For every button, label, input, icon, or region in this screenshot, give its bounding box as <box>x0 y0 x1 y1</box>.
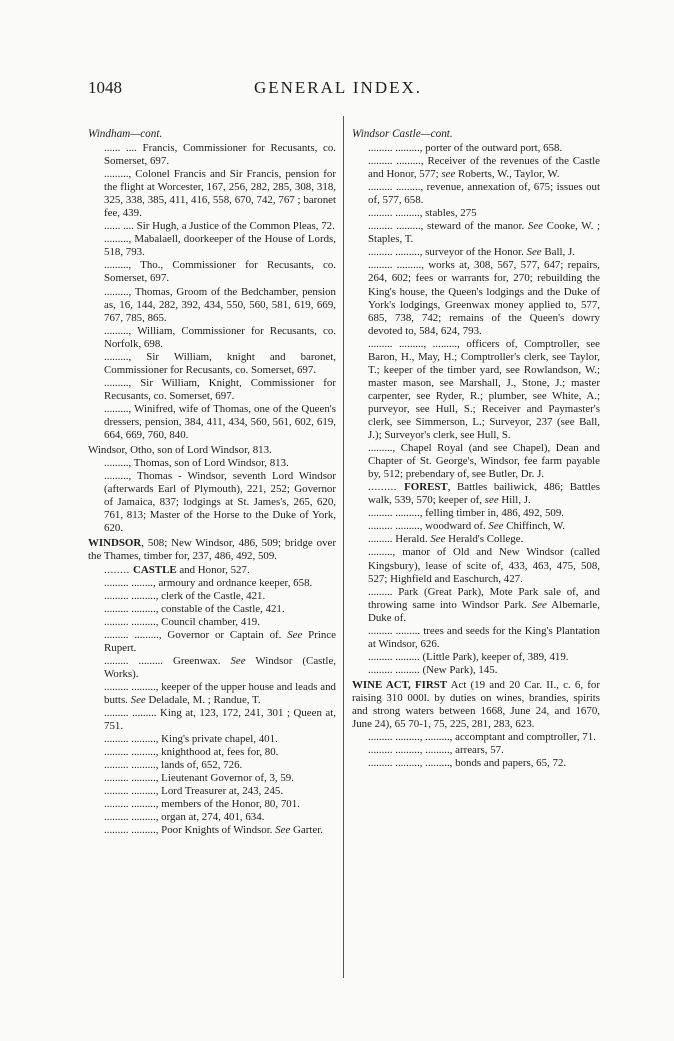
index-entry <box>352 731 600 744</box>
entry-i: See <box>130 693 146 706</box>
entry-i: See <box>230 654 246 667</box>
entry-t2: Chiffinch, W. <box>503 520 566 533</box>
entry-i: See <box>287 628 303 641</box>
entry-b: WINDSOR <box>88 537 142 550</box>
entry-pre: ......... <box>368 481 405 494</box>
entry-b: CASTLE <box>133 563 177 576</box>
entry-i: See <box>430 533 446 546</box>
index-entry <box>352 207 600 220</box>
entry-t: ......... ........., porter of the outward port, 658. <box>368 142 563 154</box>
entry-b: FOREST <box>404 481 448 494</box>
left-column-continuation-head: Windham—cont. <box>88 128 163 140</box>
index-entry <box>88 444 336 457</box>
left-entry-list <box>88 142 336 837</box>
index-entry <box>88 457 336 470</box>
entry-t: ......... ........., stables, 275 <box>368 207 477 220</box>
entry-i: See <box>526 246 542 259</box>
entry-t2: Garter. <box>290 824 323 837</box>
entry-t: ......... ......... (Little Park), keeper of, 389, 419. <box>368 650 569 663</box>
index-entry <box>352 533 600 546</box>
left-column <box>88 128 336 837</box>
entry-t: ........., Thomas - Windsor, seventh Lord Windsor (afterwards Earl of Plymouth), 221, 252; Governor of Jamaica, 837; lodgings at St. James's, 265, 620, 761, 813; Master of the Horse to the Duke of York, 620. <box>104 470 336 535</box>
index-entry <box>88 811 336 824</box>
entry-t: ......... ........., works at, 308, 567, 577, 647; repairs, 264, 602; fees or warrants for, 270; rebuilding the King's house, the Queen's lodgings and the Duke of York's lodgings, Greenwax money applied to, 577, 685, 738, 742; remains of the Queen's dowry devoted to, 584, 624, 793. <box>368 259 600 337</box>
index-entry <box>352 757 600 770</box>
entry-t: ......... ........., Receiver of the revenues of the Castle and Honor, 577; <box>368 155 600 181</box>
entry-t: ......... ........., felling timber in, 486, 492, 509. <box>368 507 565 520</box>
index-entry <box>352 481 600 507</box>
right-entry-list <box>352 142 600 770</box>
entry-t: ......... ........, armoury and ordnance keeper, 658. <box>104 576 313 589</box>
entry-i: see <box>441 168 456 181</box>
index-entry <box>88 681 336 707</box>
index-entry <box>88 590 336 603</box>
entry-t: ......... Herald. <box>368 533 431 546</box>
entry-t: ......... ........., ........., accomptant and comptroller, 71. <box>368 731 596 744</box>
index-entry <box>88 233 336 259</box>
entry-t: ......... ......... Greenwax. <box>104 654 231 667</box>
entry-i: See <box>275 824 291 837</box>
index-entry <box>352 442 600 481</box>
entry-i: See <box>488 520 504 533</box>
entry-t: ......... ........., clerk of the Castle, 421. <box>104 589 266 602</box>
index-entry <box>352 586 600 625</box>
entry-t: ......... ........., woodward of. <box>368 520 489 533</box>
entry-t: ......... ........., ........., arrears, 57. <box>368 744 504 757</box>
page-title: GENERAL INDEX. <box>253 78 423 97</box>
entry-t: ........., Winifred, wife of Thomas, one of the Queen's dressers, pension, 384, 411, 434, 560, 561, 602, 619, 664, 669, 760, 840. <box>104 402 336 442</box>
entry-t2: Prince Rupert. <box>104 628 337 654</box>
entry-t: ........., Chapel Royal (and see Chapel), Dean and Chapter of St. George's, Windsor, fee farm payable by, 512; prebendary of, see Butler, Dr. J. <box>368 442 600 481</box>
index-entry <box>88 470 336 535</box>
index-entry <box>88 772 336 785</box>
index-entry <box>352 181 600 207</box>
entry-i: See <box>531 598 547 611</box>
entry-t2: Albemarle, Duke of. <box>368 598 600 624</box>
entry-t: ......... ........., members of the Honor, 80, 701. <box>104 798 300 811</box>
page-header <box>88 78 588 100</box>
entry-t2: Deladale, M. ; Randue, T. <box>145 693 261 706</box>
index-entry <box>88 168 336 220</box>
column-divider <box>343 116 344 978</box>
entry-t: ........., Colonel Francis and Sir Francis, pension for the flight at Worcester, 167, 256, 282, 285, 308, 318, 325, 338, 385, 411, 416, 558, 670, 742, 767 ; baronet fee, 439. <box>104 168 336 220</box>
entry-t: ......... ......... (New Park), 145. <box>368 663 498 676</box>
entry-t: ......... ........., knighthood at, fees for, 80. <box>104 746 279 759</box>
index-entry <box>88 616 336 629</box>
entry-t: ......... ........., keeper of the upper house and leads and butts. <box>104 680 336 706</box>
index-entry <box>88 351 336 377</box>
entry-t: ........., Mabalaell, doorkeeper of the House of Lords, 518, 793. <box>104 233 336 259</box>
entry-t: ......... ........., constable of the Castle, 421. <box>104 602 285 615</box>
index-entry <box>352 507 600 520</box>
entry-t: ......... ........., revenue, annexation of, 675; issues out of, 577, 658. <box>368 181 600 207</box>
entry-t: ........., Thomas, Groom of the Bedchamber, pension as, 16, 144, 282, 392, 434, 550, 560, 581, 619, 669, 767, 785, 865. <box>104 285 336 324</box>
index-entry <box>88 759 336 772</box>
entry-t: ...... .... Sir Hugh, a Justice of the Common Pleas, 72. <box>104 220 335 233</box>
index-entry <box>88 603 336 616</box>
index-entry <box>352 546 600 585</box>
index-entry <box>88 577 336 590</box>
entry-t: ........., Sir William, knight and baronet, Commissioner for Recusants, co. Somerset, 697. <box>104 350 336 376</box>
entry-t2: Herald's College. <box>445 533 524 546</box>
entry-i: see <box>484 494 499 507</box>
index-entry <box>352 220 600 246</box>
index-entry <box>88 629 336 655</box>
entry-t: ......... ........., lands of, 652, 726. <box>104 759 243 772</box>
index-entry <box>352 679 600 731</box>
entry-b: WINE ACT, FIRST <box>352 678 448 691</box>
index-entry <box>352 744 600 757</box>
index-entry <box>352 259 600 337</box>
entry-t: and Honor, 527. <box>176 563 250 576</box>
right-column-continuation-head: Windsor Castle—cont. <box>352 128 453 140</box>
index-entry <box>88 537 336 563</box>
index-entry <box>352 142 600 155</box>
index-entry <box>88 798 336 811</box>
index-entry <box>88 286 336 325</box>
entry-t: ......... ......... King at, 123, 172, 241, 301 ; Queen at, 751. <box>104 707 336 733</box>
index-entry <box>352 338 600 442</box>
index-entry <box>88 403 336 442</box>
entry-t: ...... .... Francis, Commissioner for Recusants, co. Somerset, 697. <box>104 142 336 168</box>
index-entry <box>88 746 336 759</box>
entry-i: See <box>527 220 544 233</box>
entry-t: ......... ......... trees and seeds for the King's Plantation at Windsor, 626. <box>368 624 600 650</box>
entry-pre: ........ <box>104 563 134 576</box>
entry-t: ........., William, Commissioner for Recusants, co. Norfolk, 698. <box>104 324 336 350</box>
entry-t: ......... ........., Poor Knights of Windsor. <box>104 824 276 837</box>
entry-t: ......... ........., organ at, 274, 401, 634. <box>104 811 265 824</box>
entry-t: ........., Thomas, son of Lord Windsor, 813. <box>104 457 289 470</box>
index-entry <box>88 142 336 168</box>
index-entry <box>88 259 336 285</box>
entry-t: ......... ........., ........., bonds and papers, 65, 72. <box>368 757 567 770</box>
entry-t2: Windsor (Castle, Works). <box>104 654 336 680</box>
index-entry <box>88 564 336 577</box>
entry-t: Windsor, Otho, son of Lord Windsor, 813. <box>88 444 272 457</box>
entry-t2: Cooke, W. ; Staples, T. <box>368 220 600 246</box>
index-entry <box>88 707 336 733</box>
entry-t: , 508; New Windsor, 486, 509; bridge over the Thames, timber for, 237, 486, 492, 509. <box>88 537 336 563</box>
index-entry <box>88 377 336 403</box>
index-entry <box>352 625 600 651</box>
index-entry <box>88 785 336 798</box>
entry-t: ......... ........., Lord Treasurer at, 243, 245. <box>104 785 284 798</box>
right-column <box>352 128 600 770</box>
index-entry <box>352 664 600 677</box>
index-entry <box>88 824 336 837</box>
entry-t2: Roberts, W., Taylor, W. <box>455 168 560 181</box>
index-entry <box>88 655 336 681</box>
index-entry <box>352 155 600 181</box>
entry-t: ........., manor of Old and New Windsor (called Kingsbury), lease of scite of, 433, 463, 475, 508, 527; Highfield and Easchurch, 427. <box>368 546 600 585</box>
entry-t2: Ball, J. <box>541 246 575 259</box>
entry-t: ......... ........., Lieutenant Governor of, 3, 59. <box>104 772 294 785</box>
page-number: 1048 <box>88 78 122 97</box>
index-entry <box>352 520 600 533</box>
entry-t: ......... ........., Governor or Captain of. <box>104 628 288 641</box>
index-entry <box>88 220 336 233</box>
index-entry <box>88 325 336 351</box>
entry-t: ......... Park (Great Park), Mote Park sale of, and throwing same into Windsor Park. <box>368 585 600 611</box>
index-entry <box>352 246 600 259</box>
entry-t2: Hill, J. <box>498 494 531 507</box>
entry-t: ......... ........., ........., officers of, Comptroller, see Baron, H., May, H.; Comptroller's clerk, see Taylor, T.; keeper of the timber yard, see Rowlandson, W.; master mason, see Marshall, J., Stone, J.; master carpenter, see Ryder, R.; plumber, see White, A.; purveyor, see Hull, S.; Receiver and Paymaster's clerk, see Simmerson, L.; Surveyor, 237 (see Ball, J.); Surveyor's clerk, see Hull, S. <box>368 337 600 442</box>
index-entry <box>88 733 336 746</box>
entry-t: ......... ........., surveyor of the Honor. <box>368 246 527 259</box>
entry-t: ......... ........., steward of the manor. <box>368 220 528 233</box>
entry-t: Act (19 and 20 Car. II., c. 6, for raising 310 000l. by duties on wines, brandies, spirits and strong waters between 1668, June 24, and 1670, June 24), 65 70-1, 75, 225, 281, 283, 623. <box>352 678 600 731</box>
entry-t: ......... ........., King's private chapel, 401. <box>104 733 278 746</box>
entry-t: ........., Sir William, Knight, Commissioner for Recusants, co. Somerset, 697. <box>104 376 336 402</box>
entry-t: ......... ........., Council chamber, 419. <box>104 615 260 628</box>
index-entry <box>352 651 600 664</box>
entry-t: ........., Tho., Commissioner for Recusants, co. Somerset, 697. <box>104 259 336 285</box>
entry-t: , Battles bailiwick, 486; Battles walk, 539, 570; keeper of, <box>368 481 600 507</box>
